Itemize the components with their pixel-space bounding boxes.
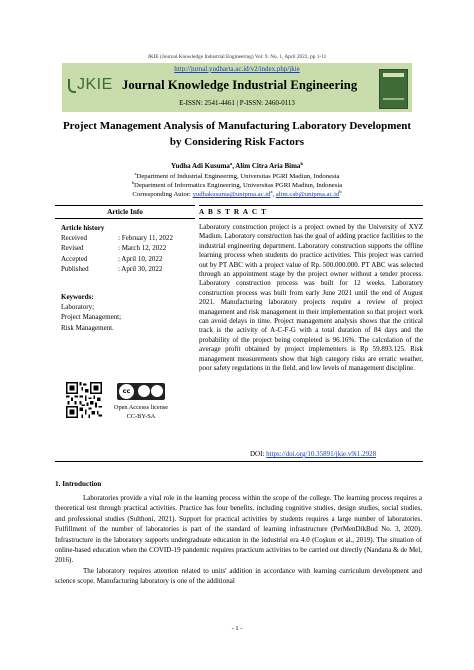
history-row: Received : February 11, 2022 xyxy=(61,234,173,243)
paper-title-line-1: Project Management Analysis of Manufacturing Laboratory Development xyxy=(62,120,412,132)
running-head: JKIE (Journal Knowledge Industrial Engineering) Vol: 9. No. 1, April 2022, pp 1-11 xyxy=(147,54,327,60)
journal-logo xyxy=(66,76,114,96)
article-info-heading: Article Info xyxy=(107,208,143,216)
logo-text: JKIE xyxy=(77,76,113,93)
keyword-item: Laboratory; xyxy=(61,303,95,312)
history-row: Accepted : April 10, 2022 xyxy=(61,254,163,263)
journal-banner xyxy=(62,63,412,112)
keyword-item: Risk Management. xyxy=(61,323,114,332)
journal-url-link[interactable]: http://jurnal.yudharta.ac.id/v2/index.php/jkie xyxy=(174,65,300,73)
article-history xyxy=(61,223,173,274)
cc-logo-icon: cc xyxy=(119,384,134,399)
cc-by-icon xyxy=(138,385,150,397)
journal-title: Journal Knowledge Industrial Engineering xyxy=(122,78,358,92)
journal-cover-thumbnail xyxy=(379,69,408,109)
keywords xyxy=(61,292,121,333)
divider xyxy=(55,205,195,206)
cover-band-2 xyxy=(383,98,404,100)
abstract-text: Laboratory construction project is a project owned by the University of XYZ Madiun. Laboratory construction has the goal of adding practice facilities to the industrial engineering department. Laboratory construction supports the offline learning process when students do practice activities. This project was carried out by PT ABC with a project value of Rp. 500.000.000. PT ABC was selected through an appointment stage by the project owner without a tender process. Laboratory construction process was built for 12 weeks. Laboratory construction process was built from early June 2021 until the end of August 2021. Manufacturing laboratory projects require a review of project management and risk management in their implementation so that project work can avoid delays in time. Project management analysis shows that the critical track is the activity of A-C-F-G with a total duration of 84 days and the probability of the project being completed is 96.16%. The calculation of the average profit obtained by project implementers is Rp 59.893.125. Risk management measurements show that high category risks are erratic weather, poor safety regulations in the field, and low levels of management discipline. xyxy=(199,223,423,373)
cover-band xyxy=(383,73,404,77)
corresponding-author: Corresponding Autor: $yudhakusuma@unipma.ac.id^a$, $alim.cab@unipma.ac.id^b$ xyxy=(132,189,342,198)
section-heading-introduction: 1. Introduction xyxy=(55,480,102,488)
page-number: - 1 - xyxy=(231,625,243,632)
logo-mark-icon xyxy=(68,79,76,93)
license-text: Open Accesss license CC-BY-SA xyxy=(113,404,169,420)
paper-title-line-2: by Considering Risk Factors xyxy=(169,135,305,148)
affiliation-b: $^b$Department of Informatics Engineering, Universitas PGRI Madiun, Indonesia xyxy=(131,180,343,189)
paper-title xyxy=(30,119,444,150)
affiliation-a: $^a$Department of Industrial Engineering, Universitas PGRI Madiun, Indonesia xyxy=(134,171,340,180)
abstract-heading: A B S T R A C T xyxy=(199,208,268,216)
author-list: Yudha Adi Kusuma$^a$, Alim Citra Aria Bima$^b$ xyxy=(171,161,303,170)
history-row: Revised : March 12, 2022 xyxy=(61,244,167,253)
divider xyxy=(199,205,423,206)
journal-issn: E-ISSN: 2541-4461 | P-ISSN: 2460-0113 xyxy=(179,99,295,107)
divider xyxy=(55,461,423,462)
divider xyxy=(55,218,195,219)
divider xyxy=(199,218,423,219)
qr-code-icon xyxy=(66,382,102,418)
paragraph: The laboratory requires attention related to units' addition in accordance with learning curriculum development and science scope. Manufacturing laboratory is one of the additional xyxy=(55,566,422,586)
doi-link[interactable]: https://doi.org/10.35891/jkie.v9i1.2928 xyxy=(266,450,377,458)
history-row: Published : April 30, 2022 xyxy=(61,264,163,273)
author-2: , Alim Citra Aria Bima xyxy=(232,162,301,170)
cc-sa-icon xyxy=(151,385,163,397)
doi: DOI: https://doi.org/10.35891/jkie.v9i1.2928 xyxy=(250,450,377,458)
cc-by-sa-badge xyxy=(117,383,165,400)
paragraph: Laboratories provide a vital role in the learning process within the scope of the college. The learning process requires a theoretical test through practical activities. Practice has four benefits, including cognitive studies, design studies, social studies, and professional studies (Sulthoni, 2021). Support for practical activities by students requires a large number of laboratories. Fulfillment of the number of laboratories is part of the standard of learning infrastructure (PerMenDikBud No. 3, 2020). Infrastructure in the laboratory supports undergraduate education in the industrial era 4.0 (Coşkun et al., 2019). The situation of online-based education when the COVID-19 pandemic requires practicum activities to be carried out directly (Nandana & de Mel, 2016). xyxy=(55,494,422,565)
keywords-label: Keywords: xyxy=(61,293,94,301)
introduction-body xyxy=(55,493,422,587)
email-link-1[interactable]: yudhakusuma@unipma.ac.id xyxy=(192,191,271,198)
history-label: Article history xyxy=(61,224,105,232)
keyword-item: Project Management; xyxy=(61,313,122,322)
email-link-2[interactable]: alim.cab@unipma.ac.id xyxy=(275,191,340,198)
author-1: Yudha Adi Kusuma xyxy=(171,162,230,170)
